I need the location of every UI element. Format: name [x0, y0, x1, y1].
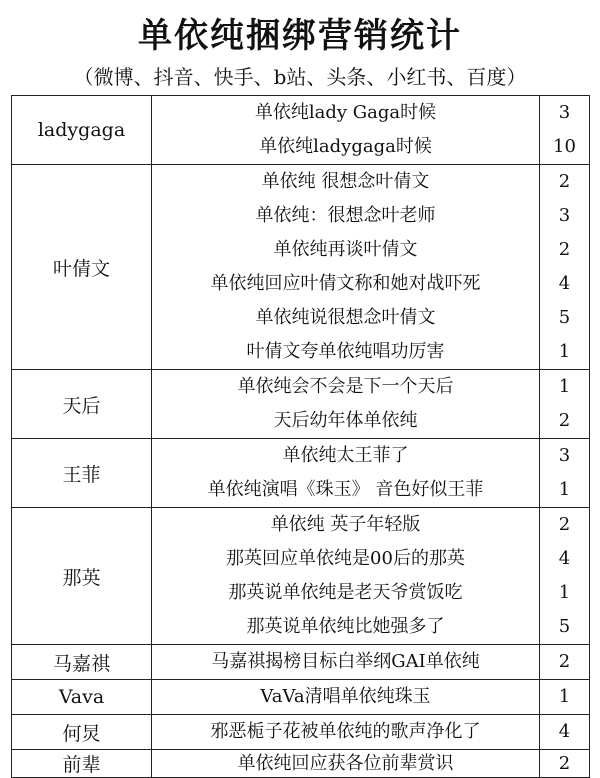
headline-cell [152, 645, 540, 680]
document-subtitle: （微博、抖音、快手、b站、头条、小红书、百度） [73, 65, 527, 89]
count-cell [540, 645, 590, 680]
count-value: 2 [558, 752, 571, 774]
category-cell: 何炅 [12, 715, 152, 750]
count-cell [540, 439, 590, 508]
headline-text: 天后幼年体单依纯 [273, 410, 418, 431]
headline-text: VaVa清唱单依纯珠玉 [260, 686, 431, 707]
document-title: 单依纯捆绑营销统计 [138, 16, 462, 56]
headline-cell [152, 508, 540, 645]
count-value: 5 [558, 616, 571, 637]
category-cell: 叶倩文 [12, 165, 152, 370]
count-value: 2 [558, 239, 571, 260]
count-cell [540, 96, 590, 165]
count-cell [540, 370, 590, 439]
category-cell: Vava [12, 680, 152, 715]
headline-text: 单依纯会不会是下一个天后 [237, 376, 454, 397]
headline-text: 单依纯演唱《珠玉》 音色好似王菲 [207, 479, 484, 500]
count-cell [540, 715, 590, 750]
category-cell: 那英 [12, 508, 152, 645]
headline-text: 邪恶栀子花被单依纯的歌声净化了 [210, 721, 481, 742]
count-value: 3 [558, 205, 571, 226]
table-row [12, 165, 590, 370]
headline-text: 那英说单依纯是老天爷赏饭吃 [228, 582, 463, 603]
headline-cell [152, 750, 540, 778]
count-value: 10 [553, 136, 576, 157]
headline-cell [152, 680, 540, 715]
table-row [12, 439, 590, 508]
headline-cell [152, 439, 540, 508]
count-value: 1 [558, 341, 571, 362]
count-value: 4 [558, 273, 571, 294]
table-row [12, 715, 590, 750]
headline-text: 单依纯再谈叶倩文 [273, 239, 418, 260]
count-value: 2 [558, 651, 571, 672]
count-cell [540, 750, 590, 778]
count-value: 3 [558, 445, 571, 466]
table-row [12, 750, 590, 778]
table-row [12, 680, 590, 715]
count-value: 4 [558, 548, 571, 569]
statistics-table-body [12, 96, 590, 778]
table-row [12, 96, 590, 165]
headline-cell [152, 165, 540, 370]
headline-text: 单依纯 英子年轻版 [270, 514, 421, 535]
headline-text: 单依纯ladygaga时候 [259, 136, 432, 157]
count-value: 1 [558, 479, 571, 500]
category-cell: 前辈 [12, 750, 152, 778]
headline-text: 单依纯回应获各位前辈赏识 [237, 752, 454, 774]
headline-text: 马嘉祺揭榜目标白举纲GAI单依纯 [211, 651, 480, 672]
category-cell: 天后 [12, 370, 152, 439]
count-value: 4 [558, 721, 571, 742]
category-cell: 马嘉祺 [12, 645, 152, 680]
headline-cell [152, 96, 540, 165]
count-value: 1 [558, 686, 571, 707]
count-value: 2 [558, 410, 571, 431]
count-value: 3 [558, 102, 571, 123]
table-row [12, 508, 590, 645]
headline-text: 单依纯：很想念叶老师 [255, 205, 436, 226]
category-cell: 王菲 [12, 439, 152, 508]
count-value: 2 [558, 514, 571, 535]
headline-text: 单依纯说很想念叶倩文 [255, 307, 436, 328]
headline-cell [152, 715, 540, 750]
table-row [12, 645, 590, 680]
category-cell: ladygaga [12, 96, 152, 165]
headline-text: 叶倩文夸单依纯唱功厉害 [246, 341, 445, 362]
count-value: 1 [558, 376, 571, 397]
headline-text: 单依纯 很想念叶倩文 [261, 171, 430, 192]
count-cell [540, 165, 590, 370]
count-value: 5 [558, 307, 571, 328]
headline-text: 那英回应单依纯是00后的那英 [226, 548, 465, 569]
headline-cell [152, 370, 540, 439]
headline-text: 单依纯回应叶倩文称和她对战吓死 [210, 273, 481, 294]
headline-text: 那英说单依纯比她强多了 [246, 616, 445, 637]
statistics-table [11, 95, 590, 778]
count-value: 1 [558, 582, 571, 603]
table-row [12, 370, 590, 439]
count-cell [540, 508, 590, 645]
count-value: 2 [558, 171, 571, 192]
headline-text: 单依纯lady Gaga时候 [254, 102, 437, 123]
headline-text: 单依纯太王菲了 [282, 445, 409, 466]
count-cell [540, 680, 590, 715]
